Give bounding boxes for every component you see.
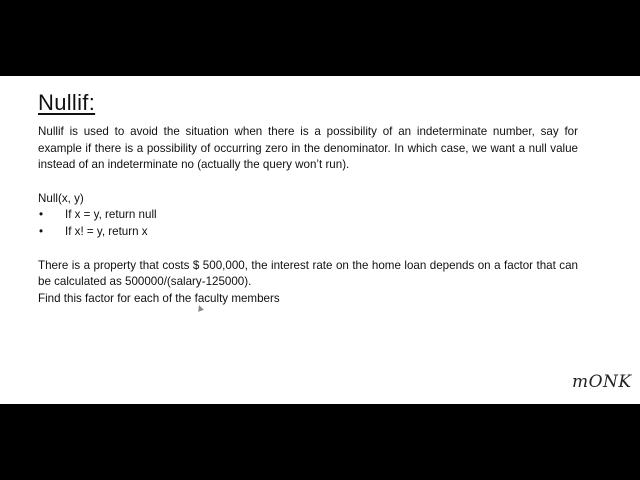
- rule-text: If x! = y, return x: [65, 224, 148, 238]
- bottom-letterbox: [0, 404, 640, 480]
- bullet-icon: •: [39, 208, 44, 222]
- bullet-icon: •: [39, 224, 44, 238]
- problem-paragraph: There is a property that costs $ 500,000, the interest rate on the home loan depends on a factor that can be calculated as 500000/(salary-125000).: [38, 258, 578, 289]
- task-line: Find this factor for each of the faculty members: [38, 291, 280, 305]
- list-item: [38, 207, 578, 224]
- slide-title: Nullif:: [38, 90, 96, 115]
- signature-watermark: mONK: [572, 372, 632, 392]
- syntax-line: Null(x, y): [38, 191, 84, 205]
- list-item: [38, 224, 578, 241]
- slide-body: [38, 124, 578, 307]
- rule-text: If x = y, return null: [65, 208, 157, 222]
- top-letterbox: [0, 0, 640, 76]
- intro-paragraph: Nullif is used to avoid the situation when there is a possibility of an indeterminate number, say for example if there is a possibility of occurring zero in the denominator. In which case, we want a null value instead of an indeterminate no (actually the query won’t run).: [38, 125, 578, 172]
- rules-list: [38, 207, 578, 240]
- slide: [0, 76, 640, 404]
